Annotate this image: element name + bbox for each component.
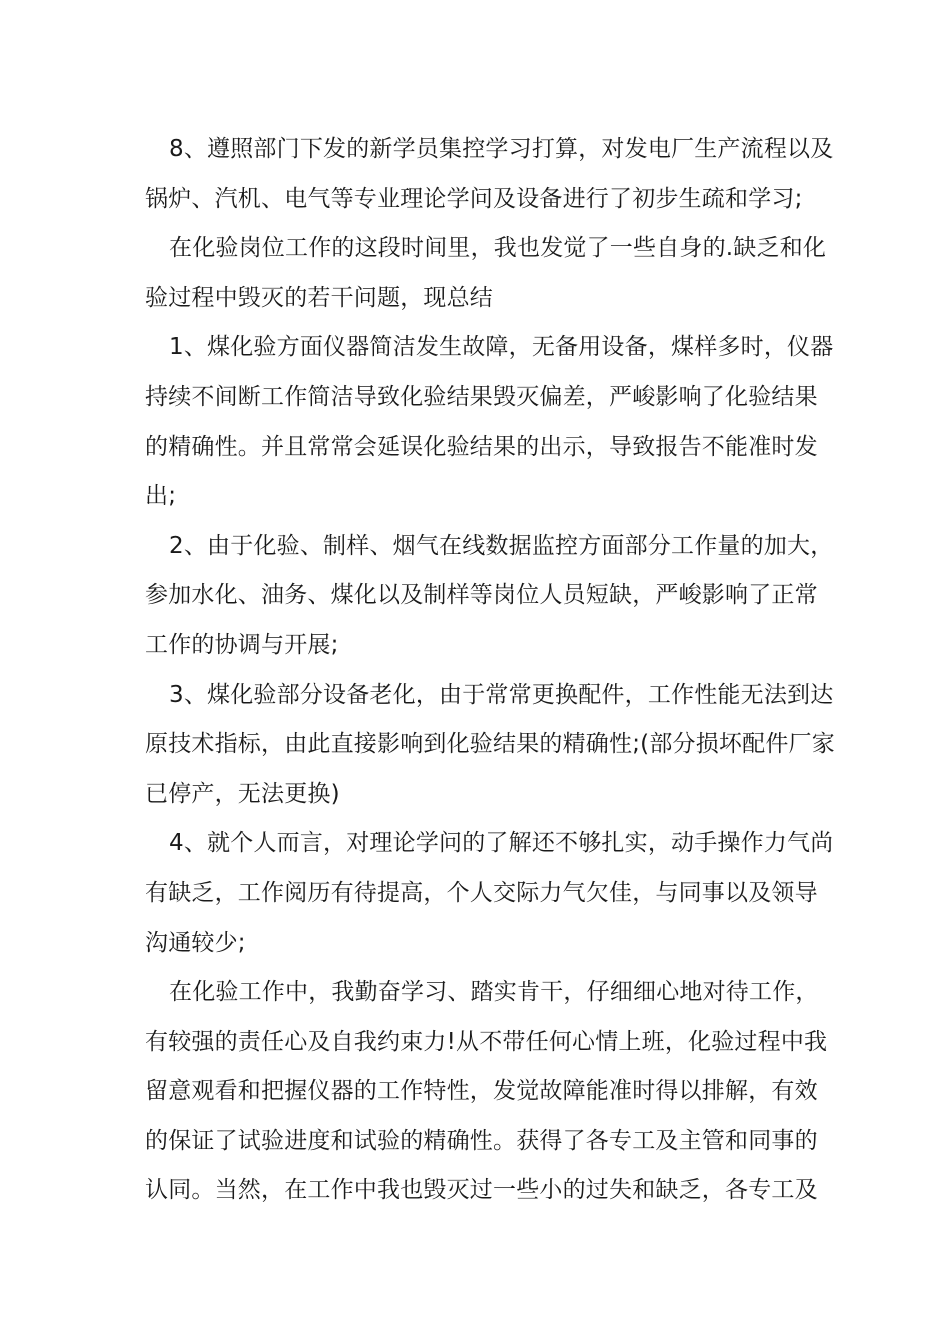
paragraph-line: 已停产，无法更换): [145, 780, 340, 807]
paragraph-line: 的保证了试验进度和试验的精确性。获得了各专工及主管和同事的: [145, 1127, 818, 1154]
paragraph-line: 原技术指标，由此直接影响到化验结果的精确性;(部分损坏配件厂家: [145, 731, 835, 758]
paragraph-line: 在化验工作中，我勤奋学习、踏实肯干，仔细细心地对待工作，: [169, 979, 819, 1006]
paragraph-work-attitude: [145, 968, 828, 1216]
paragraph-intro-problems: [145, 224, 827, 323]
document-body: [145, 125, 835, 1216]
paragraph-study-plan: [145, 125, 834, 224]
paragraph-line: 8、遵照部门下发的新学员集控学习打算，对发电厂生产流程以及: [169, 136, 834, 162]
paragraph-line: 认同。当然，在工作中我也毁灭过一些小的过失和缺乏，各专工及: [145, 1177, 818, 1204]
paragraph-line: 工作的协调与开展;: [145, 631, 339, 658]
paragraph-problem-3: [145, 671, 835, 820]
paragraph-line: 验过程中毁灭的若干问题，现总结: [145, 284, 493, 311]
paragraph-line: 2、由于化验、制样、烟气在线数据监控方面部分工作量的加大，: [169, 532, 834, 559]
paragraph-line: 锅炉、汽机、电气等专业理论学问及设备进行了初步生疏和学习;: [145, 185, 803, 212]
paragraph-problem-1: [145, 323, 834, 521]
paragraph-line: 在化验岗位工作的这段时间里，我也发觉了一些自身的.缺乏和化: [169, 235, 827, 262]
paragraph-line: 沟通较少;: [145, 929, 246, 956]
paragraph-line: 留意观看和把握仪器的工作特性，发觉故障能准时得以排解，有效: [145, 1078, 818, 1105]
paragraph-line: 的精确性。并且常常会延误化验结果的出示，导致报告不能准时发: [145, 433, 818, 460]
paragraph-problem-4: [145, 819, 834, 968]
paragraph-problem-2: [145, 522, 834, 671]
paragraph-line: 持续不间断工作简洁导致化验结果毁灭偏差，严峻影响了化验结果: [145, 383, 818, 410]
paragraph-line: 参加水化、油务、煤化以及制样等岗位人员短缺，严峻影响了正常: [145, 582, 818, 609]
paragraph-line: 出;: [145, 483, 177, 510]
paragraph-line: 1、煤化验方面仪器简洁发生故障，无备用设备，煤样多时，仪器: [169, 334, 834, 361]
paragraph-line: 3、煤化验部分设备老化，由于常常更换配件，工作性能无法到达: [169, 681, 834, 708]
paragraph-line: 4、就个人而言，对理论学问的了解还不够扎实，动手操作力气尚: [169, 830, 834, 857]
paragraph-line: 有缺乏，工作阅历有待提高，个人交际力气欠佳，与同事以及领导: [145, 879, 818, 906]
paragraph-line: 有较强的责任心及自我约束力!从不带任何心情上班，化验过程中我: [145, 1028, 828, 1055]
